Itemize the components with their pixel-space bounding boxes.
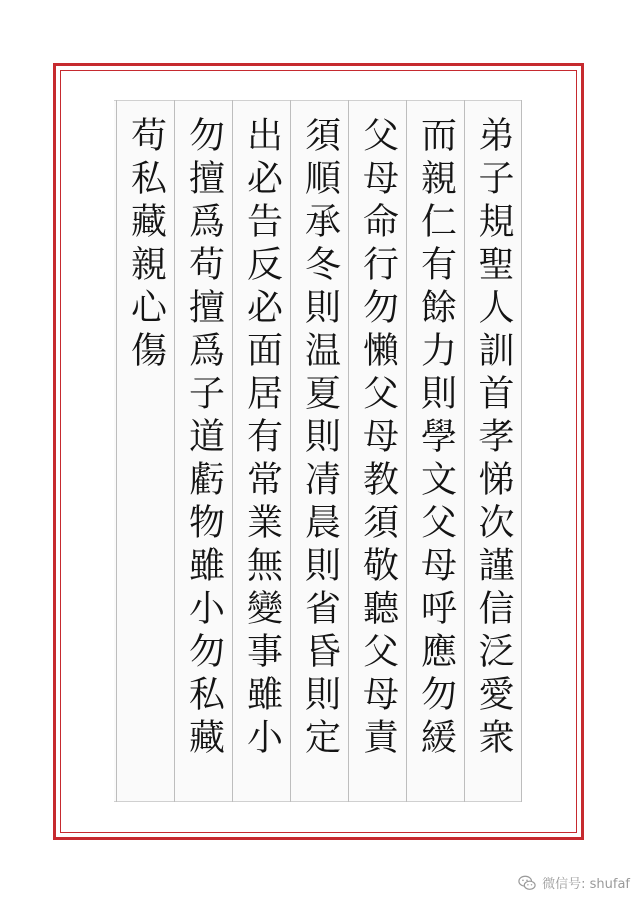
column-text: 弟子規聖人訓首孝悌次謹信泛愛衆: [473, 116, 514, 761]
wechat-watermark: [518, 873, 630, 892]
text-column-3: [348, 100, 406, 802]
text-column-6: [174, 100, 232, 802]
column-text: 勿擅爲苟擅爲子道虧物雖小勿私藏: [183, 116, 225, 761]
watermark-text: 微信号: shufaf: [542, 877, 630, 892]
text-column-5: [232, 100, 290, 802]
column-text: 父母命行勿懶父母教須敬聽父母責: [357, 116, 399, 761]
column-text: 而親仁有餘力則學文父母呼應勿緩: [415, 116, 457, 761]
text-column-2: [406, 100, 464, 802]
text-column-7: [116, 100, 174, 802]
wechat-icon: [518, 874, 536, 892]
column-text: 須順承冬則温夏則凊晨則省昏則定: [299, 116, 341, 761]
text-column-1: [464, 100, 522, 802]
column-text: 出必告反必面居有常業無變事雖小: [241, 116, 283, 761]
text-column-4: [290, 100, 348, 802]
column-text: 苟私藏親心傷: [125, 116, 167, 374]
